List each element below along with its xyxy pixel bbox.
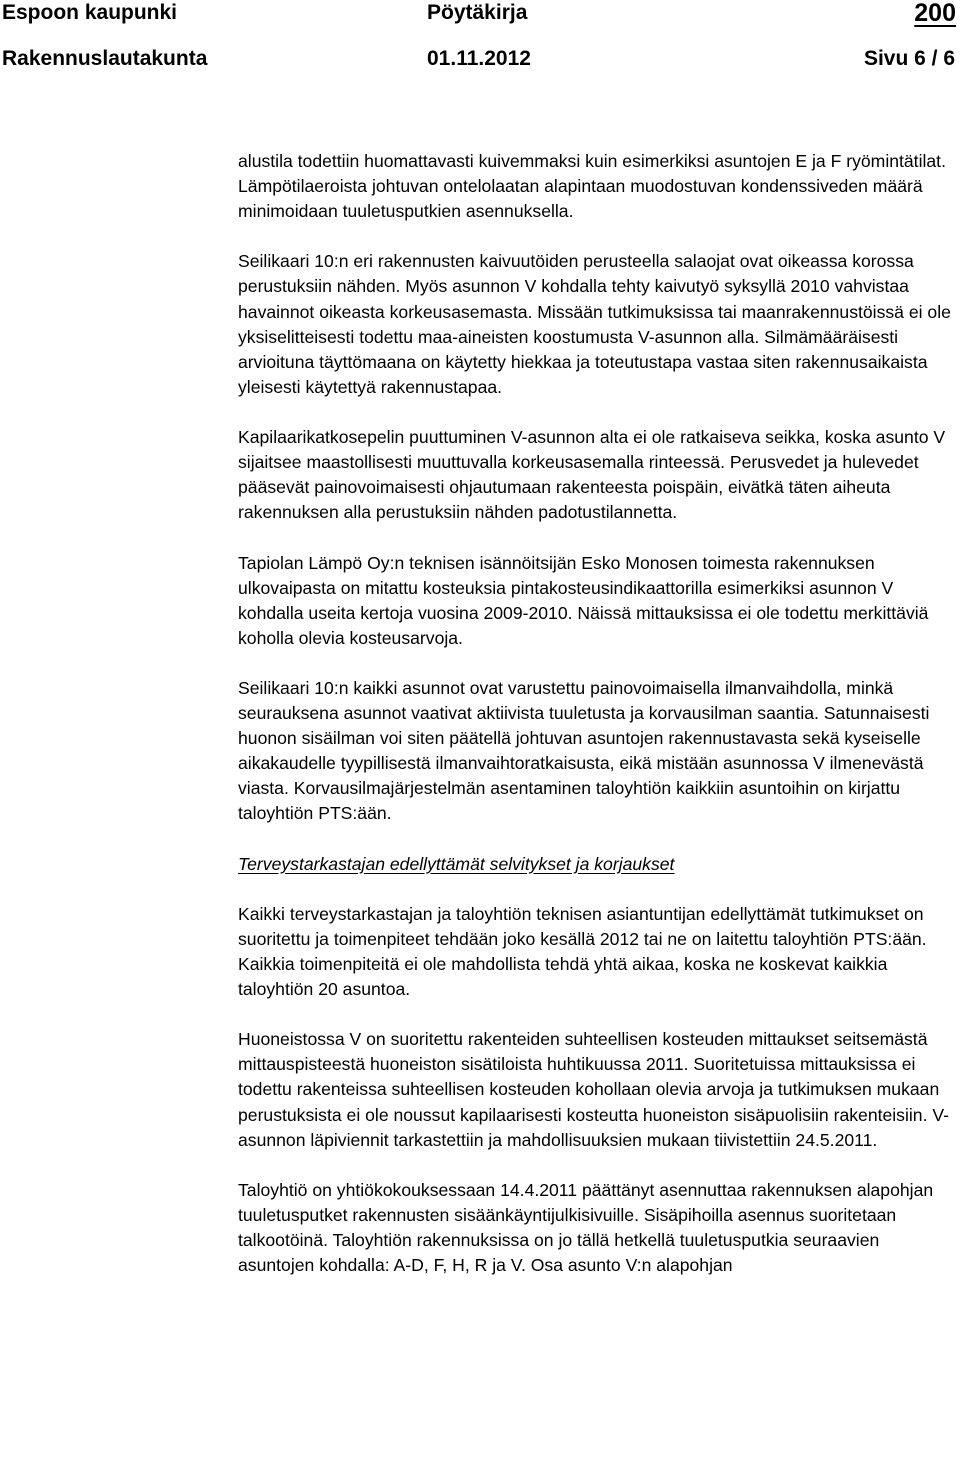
page-header bbox=[0, 0, 960, 80]
paragraph-5: Seilikaari 10:n kaikki asunnot ovat varustettu painovoimaisella ilmanvaihdolla, minkä seurauksena asunnot vaativat aktiivista tuuletusta ja korvausilman saantia. Satunnaisesti huonon sisäilman voi siten päätellä johtuvan asuntojen rakennustavasta sekä kyseiselle aikakaudelle tyypillisestä ilmanvaihtoratkaisusta, eikä mistään asunnossa V ilmenevästä viasta. Korvausilmajärjestelmän asentaminen taloyhtiön kaikkiin asuntoihin on kirjattu taloyhtiön PTS:ään. bbox=[238, 677, 930, 824]
paragraph-6: Kaikki terveystarkastajan ja taloyhtiön teknisen asiantuntijan edellyttämät tutkimukset on suoritettu ja toimenpiteet tehdään joko kesällä 2012 tai ne on laitettu taloyhtiön PTS:ään. Kaikkia toimenpiteitä ei ole mahdollista tehdä yhtä aikaa, koska ne koskevat kaikkia taloyhtiön 20 asuntoa. bbox=[238, 903, 927, 1000]
page-label: Sivu 6 / 6 bbox=[863, 47, 955, 70]
paragraph-8: Taloyhtiö on yhtiökokouksessaan 14.4.2011 päättänyt asennuttaa rakennuksen alapohjan tuuletusputket rakennusten sisäänkäyntijulkisivuille. Sisäpihoilla asennus suoritetaan talkootöinä. Taloyhtiön rakennuksissa on jo tällä hetkellä tuuletusputkia seuraavien asuntojen kohdalla: A-D, F, H, R ja V. Osa asunto V:n alapohjan bbox=[238, 1179, 934, 1276]
paragraph-3: Kapilaarikatkosepelin puuttuminen V-asunnon alta ei ole ratkaiseva seikka, koska asunto V sijaitsee maastollisesti muuttuvalla korkeusasemalla rinteessä. Perusvedet ja hulevedet pääsevät painovoimaisesti ohjautumaan rakenteesta poispäin, eivätkä täten aiheuta rakennuksen alla perustuksiin nähden padotustilannetta. bbox=[238, 427, 946, 523]
document-body bbox=[238, 149, 954, 1303]
paragraph-7: Huoneistossa V on suoritettu rakenteiden suhteellisen kosteuden mittaukset seitsemästä mittauspisteestä huoneiston sisätiloista huhtikuussa 2011. Suoritetuissa mittauksissa ei todettu rakenteissa suhteellisen kosteuden kohollaan olevia arvoja ja tutkimuksen mukaan perustuksista ei ole noussut kapilaarisesti kosteutta huoneiston sisäpuolisiin rakenteisiin. V-asunnon läpiviennit tarkastettiin ja mahdollisuuksien mukaan tiivistettiin 24.5.2011. bbox=[238, 1029, 949, 1150]
organization-name: Espoon kaupunki bbox=[2, 1, 178, 24]
document-type: Pöytäkirja bbox=[427, 1, 528, 24]
section-heading: Terveystarkastajan edellyttämät selvitykset ja korjaukset bbox=[238, 853, 675, 874]
board-name: Rakennuslautakunta bbox=[2, 47, 208, 70]
paragraph-1: alustila todettiin huomattavasti kuivemmaksi kuin esimerkiksi asuntojen E ja F ryömintätilat. Lämpötilaeroista johtuvan ontelolaatan alapintaan muodostuvan kondenssiveden määrä minimoidaan tuuletusputkien asennuksella. bbox=[238, 151, 946, 222]
paragraph-4: Tapiolan Lämpö Oy:n teknisen isännöitsijän Esko Monosen toimesta rakennuksen ulkovaipasta on mitattu kosteuksia pintakosteusindikaattorilla esimerkiksi asunnon V kohdalla useita kertoja vuosina 2009-2010. Näissä mittauksissa ei ole todettu merkittäviä koholla olevia kosteusarvoja. bbox=[238, 552, 929, 648]
meeting-date: 01.11.2012 bbox=[427, 47, 531, 70]
paragraph-2: Seilikaari 10:n eri rakennusten kaivuutöiden perusteella salaojat ovat oikeassa korossa perustuksiin nähden. Myös asunnon V kohdalla tehty kaivutyö syksyllä 2010 vahvistaa havainnot oikeasta korkeusasemasta. Missään tutkimuksissa tai maanrakennustöissä ei ole yksiselitteisesti todettu maa-aineisten koostumusta V-asunnon alla. Silmämääräisesti arvioituna täyttömaana on käytetty hiekkaa ja toteutustapa vastaa siten rakennusaikaista yleisesti käytettyä rakennustapaa. bbox=[238, 251, 951, 397]
page-number: 200 bbox=[914, 0, 956, 27]
